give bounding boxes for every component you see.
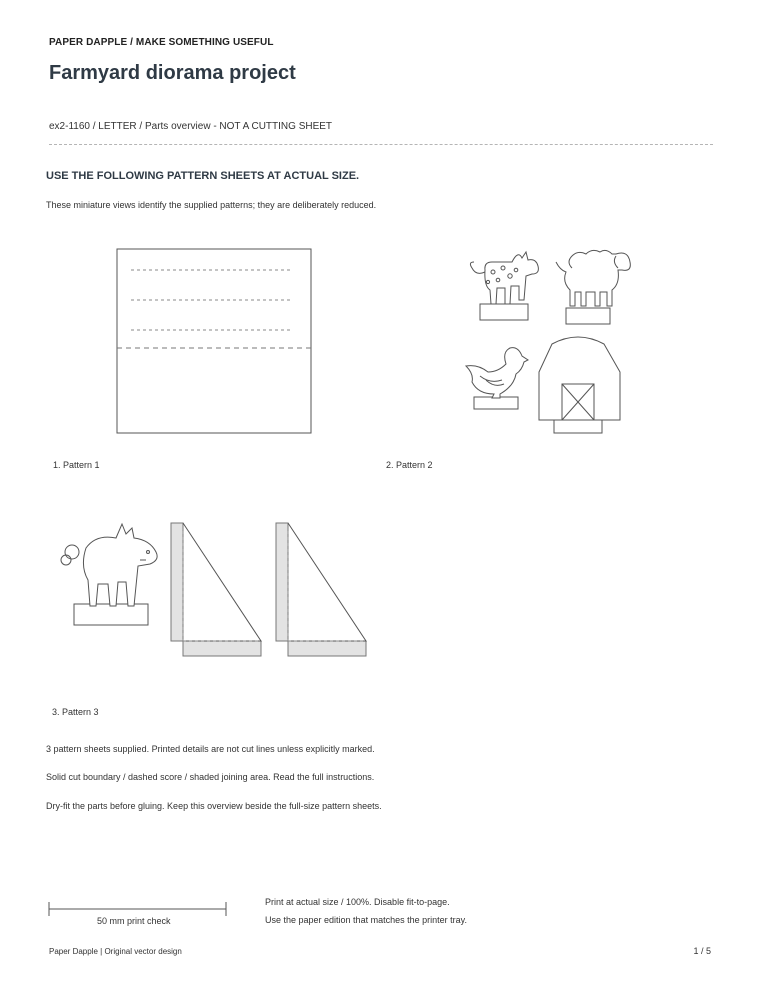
note-dry-fit: Dry-fit the parts before gluing. Keep this overview beside the full-size pattern sheets. — [46, 801, 382, 811]
note-line-legend: Solid cut boundary / dashed score / shaded joining area. Read the full instructions. — [46, 772, 375, 782]
triangle-stand-1 — [171, 523, 261, 656]
triangle-stand-2 — [276, 523, 366, 656]
document-meta: ex2-1160 / LETTER / Parts overview - NOT A CUTTING SHEET — [49, 121, 333, 132]
print-note-paper: Use the paper edition that matches the printer tray. — [265, 915, 467, 925]
pattern-3-thumbnail — [61, 523, 366, 656]
scale-bar — [49, 902, 226, 916]
pattern-3-caption: 3. Pattern 3 — [52, 707, 99, 717]
sheep-figure — [556, 250, 630, 324]
header-divider — [49, 144, 713, 145]
page-title: Farmyard diorama project — [49, 62, 296, 84]
pattern-2-thumbnail — [466, 250, 630, 433]
print-note-actual-size: Print at actual size / 100%. Disable fit-to-page. — [265, 897, 450, 907]
brand-line: PAPER DAPPLE / MAKE SOMETHING USEFUL — [49, 37, 274, 48]
cow-figure — [470, 252, 538, 320]
barn-figure — [539, 337, 620, 433]
pattern-1-thumbnail — [117, 249, 311, 433]
pattern-2-caption: 2. Pattern 2 — [386, 460, 433, 470]
pattern-1-caption: 1. Pattern 1 — [53, 460, 100, 470]
pig-figure — [61, 524, 157, 625]
note-sheets-supplied: 3 pattern sheets supplied. Printed details are not cut lines unless explicitly marked. — [46, 744, 375, 754]
section-heading: USE THE FOLLOWING PATTERN SHEETS AT ACTUAL SIZE. — [46, 170, 360, 182]
footer-credit: Paper Dapple | Original vector design — [49, 947, 182, 956]
intro-text: These miniature views identify the supplied patterns; they are deliberately reduced. — [46, 200, 377, 210]
page-number: 1 / 5 — [693, 946, 711, 956]
chick-figure — [466, 348, 528, 409]
scale-check-label: 50 mm print check — [97, 916, 171, 926]
